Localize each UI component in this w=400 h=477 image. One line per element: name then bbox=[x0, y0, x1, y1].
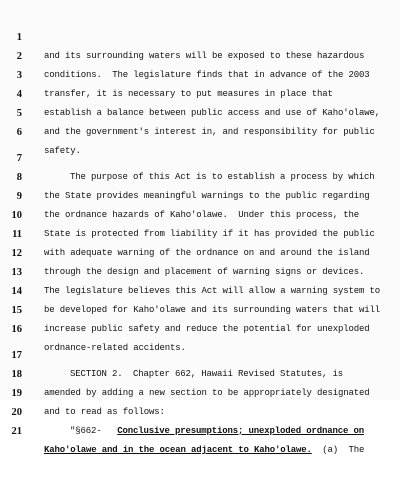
line-text: The legislature believes this Act will allow a warning system to bbox=[44, 286, 381, 296]
line-text: and its surrounding waters will be exposed to these hazardous bbox=[44, 51, 365, 61]
line-number: 1 bbox=[16, 32, 22, 43]
line-text: State is protected from liability if it has provided the public bbox=[44, 229, 375, 239]
line-text: with adequate warning of the ordnance on and around the island bbox=[44, 248, 370, 258]
line-text: The purpose of this Act is to establish a process by which bbox=[70, 172, 375, 182]
line-number: 20 bbox=[11, 407, 22, 418]
line-number: 13 bbox=[11, 267, 22, 278]
line-number: 3 bbox=[16, 70, 22, 81]
line-number: 9 bbox=[16, 191, 22, 202]
line-number: 6 bbox=[16, 127, 22, 138]
line-text: SECTION 2. Chapter 662, Hawaii Revised Statutes, is bbox=[70, 369, 344, 379]
section-heading-cont: Kaho'olawe and in the ocean adjacent to Kaho'olawe. bbox=[44, 445, 312, 455]
line-number: 14 bbox=[11, 286, 22, 297]
line-text: ordnance-related accidents. bbox=[44, 343, 186, 353]
line-text: and the government's interest in, and responsibility for public bbox=[44, 127, 375, 137]
line-text: the ordnance hazards of Kaho'olawe. Under this process, the bbox=[44, 210, 360, 220]
line-number: 2 bbox=[16, 51, 22, 62]
line-text: amended by adding a new section to be appropriately designated bbox=[44, 388, 370, 398]
line-number: 11 bbox=[12, 229, 22, 240]
line-number: 4 bbox=[16, 89, 22, 100]
line-number: 5 bbox=[16, 108, 22, 119]
line-number: 21 bbox=[11, 426, 22, 437]
section-heading: Conclusive presumptions; unexploded ordnance on bbox=[117, 426, 365, 436]
line-number: 16 bbox=[11, 324, 22, 335]
line-text bbox=[70, 422, 364, 440]
line-number: 12 bbox=[11, 248, 22, 259]
line-text: be developed for Kaho'olawe and its surrounding waters that will bbox=[44, 305, 381, 315]
line-number: 10 bbox=[11, 210, 22, 221]
section-subsection: (a) The bbox=[311, 445, 365, 455]
line-text: safety. bbox=[44, 146, 81, 156]
line-text: the State provides meaningful warnings to the public regarding bbox=[44, 191, 370, 201]
line-number: 19 bbox=[11, 388, 22, 399]
line-number: 8 bbox=[16, 172, 22, 183]
line-text: through the design and placement of warning signs or devices. bbox=[44, 267, 365, 277]
document-line bbox=[0, 11, 400, 61]
line-text: transfer, it is necessary to put measures in place that bbox=[44, 89, 333, 99]
line-number: 7 bbox=[16, 153, 22, 164]
line-number: 15 bbox=[11, 305, 22, 316]
line-text: conditions. The legislature finds that in advance of the 2003 bbox=[44, 70, 370, 80]
line-text bbox=[44, 441, 364, 459]
line-text: increase public safety and reduce the potential for unexploded bbox=[44, 324, 370, 334]
line-number: 17 bbox=[11, 350, 22, 361]
line-number: 18 bbox=[11, 369, 22, 380]
line-text: establish a balance between public access and use of Kaho'olawe, bbox=[44, 108, 381, 118]
line-text: and to read as follows: bbox=[44, 407, 165, 417]
section-prefix: "§662- bbox=[70, 426, 118, 436]
